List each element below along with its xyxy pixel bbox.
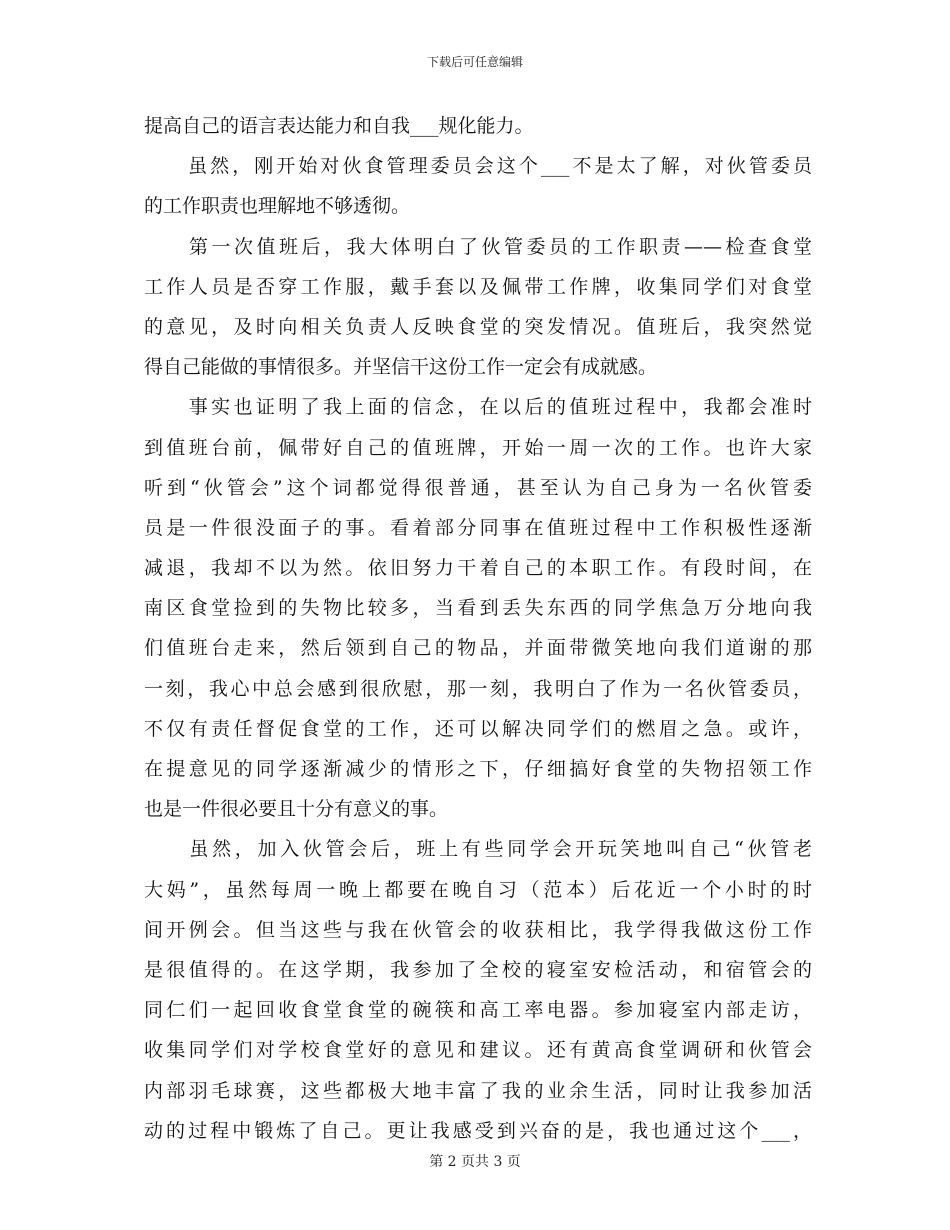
text-line: 第一次值班后，我大体明白了伙管委员的工作职责——检查食堂 [144,235,812,258]
text-line: 们值班台走来，然后领到自己的物品，并面带微笑地向我们道谢的那 [144,637,812,660]
text-line: 大妈”，虽然每周一晚上都要在晚自习（范本）后花近一个小时的时 [144,878,812,901]
text-line: 间开例会。但当这些与我在伙管会的收获相比，我学得我做这份工作 [144,918,812,941]
text-line: 同仁们一起回收食堂食堂的碗筷和高工率电器。参加寝室内部走访， [144,999,812,1022]
text-line: 的意见，及时向相关负责人反映食堂的突发情况。值班后，我突然觉 [144,315,812,338]
text-line: 动的过程中锻炼了自己。更让我感受到兴奋的是，我也通过这个___， [144,1119,812,1142]
text-line: 得自己能做的事情很多。并坚信干这份工作一定会有成就感。 [144,356,658,379]
text-line: 一刻，我心中总会感到很欣慰，那一刻，我明白了作为一名伙管委员， [144,677,812,700]
header-text: 下载后可任意编辑 [426,55,523,69]
text-line: 不仅有责任督促食堂的工作，还可以解决同学们的燃眉之急。或许， [144,717,812,740]
text-line: 内部羽毛球赛，这些都极大地丰富了我的业余生活，同时让我参加活 [144,1079,812,1102]
page-header [0,54,950,70]
text-line: 收集同学们对学校食堂好的意见和建议。还有黄高食堂调研和伙管会 [144,1039,812,1062]
text-line: 员是一件很没面子的事。看着部分同事在值班过程中工作积极性逐渐 [144,516,812,539]
text-line: 听到“伙管会”这个词都觉得很普通，甚至认为自己身为一名伙管委 [144,476,812,499]
text-line: 南区食堂捡到的失物比较多，当看到丢失东西的同学焦急万分地向我 [144,597,812,620]
document-body [144,106,812,1151]
text-line: 到值班台前，佩带好自己的值班牌，开始一周一次的工作。也许大家 [144,436,812,459]
text-line: 工作人员是否穿工作服，戴手套以及佩带工作牌，收集同学们对食堂 [144,275,812,298]
page-footer [0,1153,950,1171]
text-line: 在提意见的同学逐渐减少的情形之下，仔细搞好食堂的失物招领工作 [144,758,812,780]
text-line: 事实也证明了我上面的信念，在以后的值班过程中，我都会准时 [144,396,812,419]
text-line: 也是一件很必要且十分有意义的事。 [144,798,449,821]
text-line: 减退，我却不以为然。依旧努力干着自己的本职工作。有段时间，在 [144,557,812,580]
text-line: 提高自己的语言表达能力和自我___规化能力。 [144,115,534,137]
text-line: 是很值得的。在这学期，我参加了全校的寝室安检活动，和宿管会的 [144,958,812,981]
text-line: 虽然，刚开始对伙食管理委员会这个___不是太了解，对伙管委员 [144,155,812,178]
text-line: 虽然，加入伙管会后，班上有些同学会开玩笑地叫自己“伙管老 [144,838,812,861]
text-line: 的工作职责也理解地不够透彻。 [144,195,411,218]
page-number: 第 2 页共 3 页 [429,1154,521,1170]
